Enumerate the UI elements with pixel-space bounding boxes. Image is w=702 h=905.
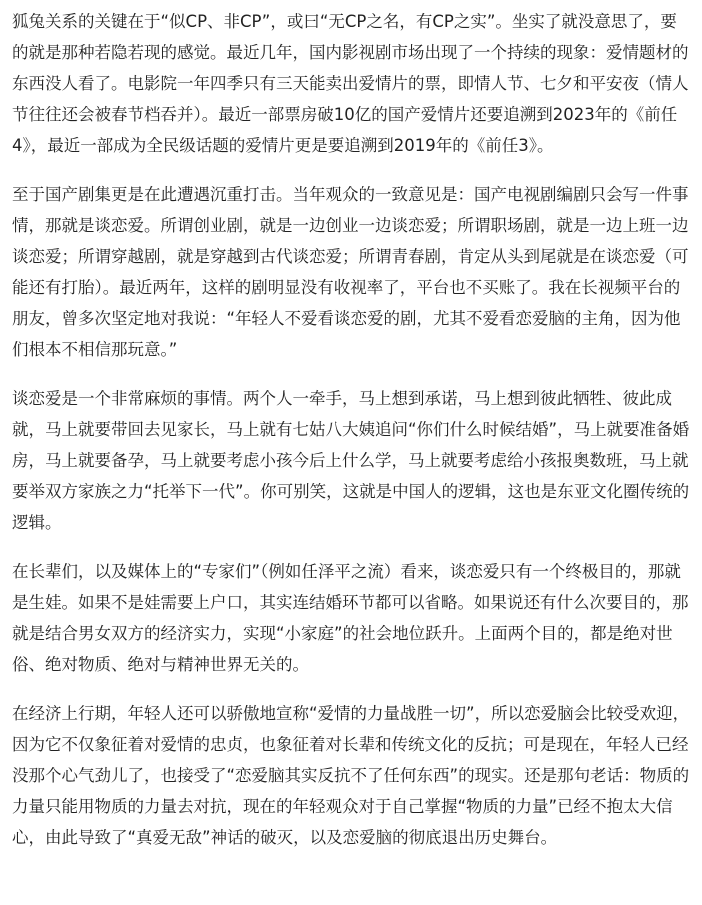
article-paragraph: 在长辈们，以及媒体上的“专家们”（例如任泽平之流）看来，谈恋爱只有一个终极目的，那就是生娃。如果不是娃需要上户口，其实连结婚环节都可以省略。如果说还有什么次要目的，那就是结合男女双方的经济实力，实现“小家庭”的社会地位跃升。上面两个目的，都是绝对世俗、绝对物质、绝对与精神世界无关的。 <box>12 562 689 674</box>
article-paragraph: 谈恋爱是一个非常麻烦的事情。两个人一牵手，马上想到承诺，马上想到彼此牺牲、彼此成就，马上就要带回去见家长，马上就有七姑八大姨追问“你们什么时候结婚”，马上就要准备婚房，马上就要备孕，马上就要考虑小孩今后上什么学，马上就要考虑给小孩报奥数班，马上就要举双方家族之力“托举下一代”。你可别笑，这就是中国人的逻辑，这也是东亚文化圈传统的逻辑。 <box>12 389 690 532</box>
article-paragraph: 狐兔关系的关键在于“似CP、非CP”，或曰“无CP之名，有CP之实”。坐实了就没意思了，要的就是那种若隐若现的感觉。最近几年，国内影视剧市场出现了一个持续的现象：爱情题材的东西没人看了。电影院一年四季只有三天能卖出爱情片的票，即情人节、七夕和平安夜（情人节往往还会被春节档吞并）。最近一部票房破10亿的国产爱情片还要追溯到2023年的《前任4》，最近一部成为全民级话题的爱情片更是要追溯到2019年的《前任3》。 <box>12 12 689 155</box>
article-paragraph: 至于国产剧集更是在此遭遇沉重打击。当年观众的一致意见是：国产电视剧编剧只会写一件事情，那就是谈恋爱。所谓创业剧，就是一边创业一边谈恋爱；所谓职场剧，就是一边上班一边谈恋爱；所谓穿越剧，就是穿越到古代谈恋爱；所谓青春剧，肯定从头到尾就是在谈恋爱（可能还有打胎）。最近两年，这样的剧明显没有收视率了，平台也不买账了。我在长视频平台的朋友，曾多次坚定地对我说：“年轻人不爱看谈恋爱的剧，尤其不爱看恋爱脑的主角，因为他们根本不相信那玩意。” <box>12 185 689 359</box>
article-body <box>12 6 690 853</box>
article-paragraph: 在经济上行期，年轻人还可以骄傲地宣称“爱情的力量战胜一切”，所以恋爱脑会比较受欢迎，因为它不仅象征着对爱情的忠贞，也象征着对长辈和传统文化的反抗；可是现在，年轻人已经没那个心气劲儿了，也接受了“恋爱脑其实反抗不了任何东西”的现实。还是那句老话：物质的力量只能用物质的力量去对抗，现在的年轻观众对于自己掌握“物质的力量”已经不抱太大信心，由此导致了“真爱无敌”神话的破灭，以及恋爱脑的彻底退出历史舞台。 <box>12 704 690 847</box>
